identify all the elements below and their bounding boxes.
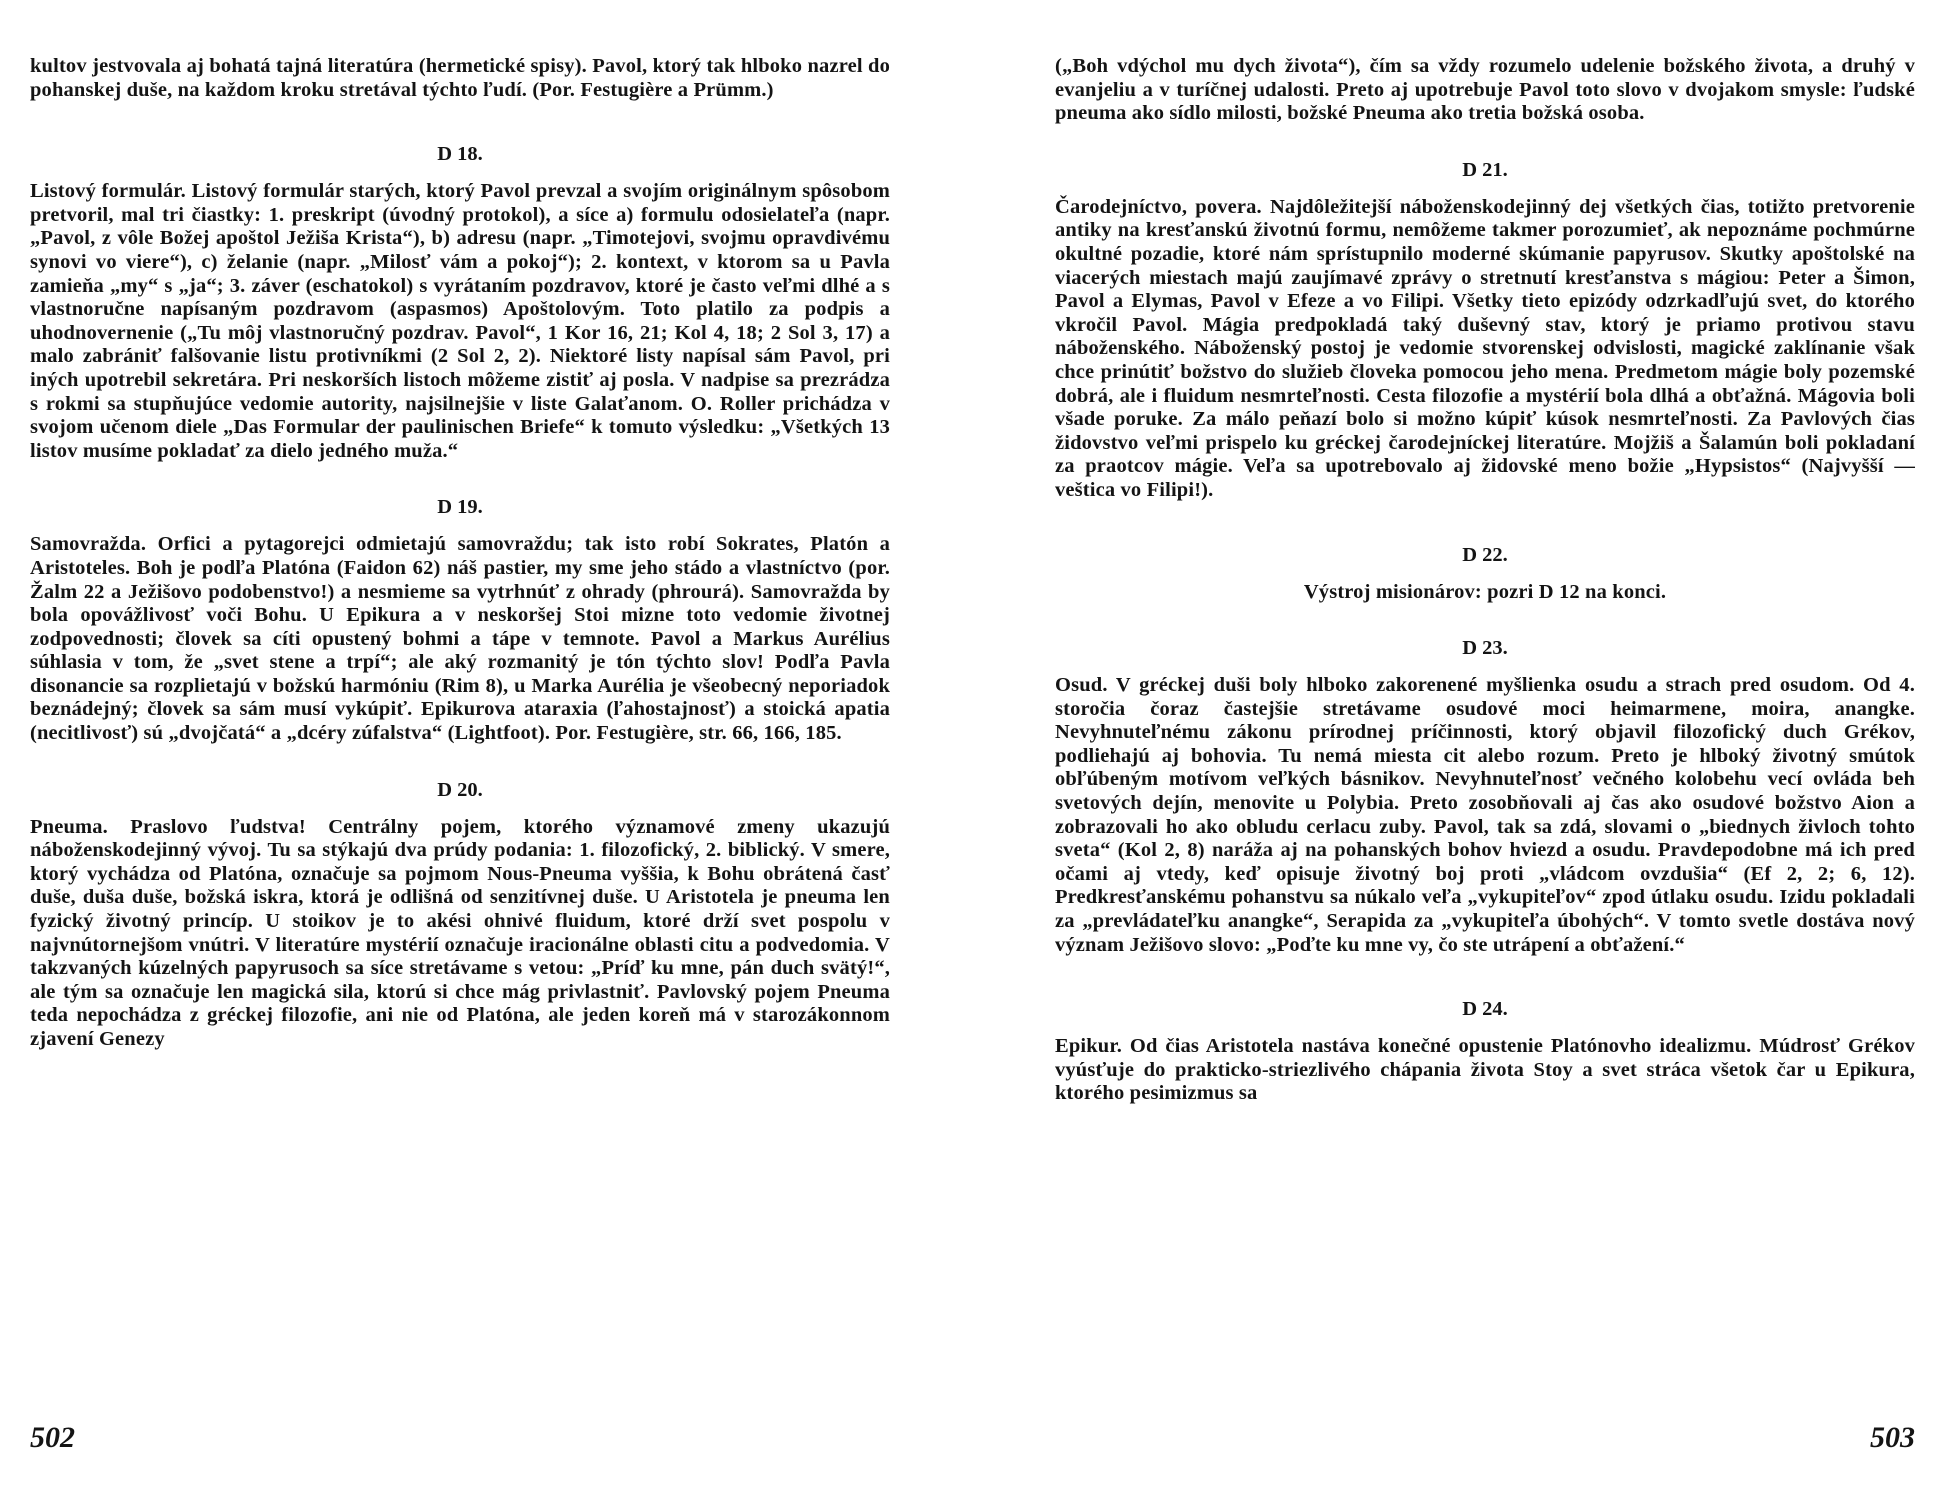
right-intro-paragraph: („Boh vdýchol mu dych života“), čím sa vždy rozumelo udelenie božského života, a druhý v evanjeliu a v turíčnej udalosti. Preto aj upotrebuje Pavol toto slovo v dvojakom smysle: ľudské pneuma ako sídlo milosti, božské Pneuma ako tretia božská osoba. [1055,55,1915,125]
section-heading-d24: D 24. [1462,998,1508,1021]
section-body-d21 [1055,196,1915,503]
section-text-d23: V gréckej duši boly hlboko zakorenené myšlienka osudu a strach pred osudom. Od 4. storočia čoraz častejšie stretávame osudové moci heimarmene, moira, anangke. Nevyhnuteľnému zákonu prírodnej príčinnosti, ktorý objavil filozofický duch Grékov, podliehajú aj bohovia. Tu nemá miesta cit alebo rozum. Preto je hlboký životný smútok obľúbeným motívom veľkých básnikov. Nevyhnuteľnosť večného kolobehu vecí ovláda beh svetových dejín, menovite u Polybia. Preto zosobňovali aj čas ako osudové božstvo Aion a zobrazovali ho ako obludu cerlacu zuby. Pavol, tak sa zdá, slovami o „biednych živloch tohto sveta“ (Kol 2, 8) naráža aj na pohanských bohov hviezd a osudu. Pravdepodobne má ich pred očami aj vtedy, keď opisuje životný boj proti „vládcom ovzdušia“ (Ef 2, 2; 6, 12). Predkresťanskému pohanstvu sa núkalo veľa „vykupiteľov“ zpod útlaku osudu. Izidu pokladali za „prevládateľku anangke“, Serapida za „vykupiteľa úbohých“. V tomto svetle dostáva nový význam Ježišovo slovo: „Poďte ku mne vy, čo ste utrápení a obťažení.“ [1055,674,1915,956]
section-lead-d23: Osud. [1055,674,1108,697]
section-text-d24: Od čias Aristotela nastáva konečné opustenie Platónovho idealizmu. Múdrosť Grékov vyúsťuje do prakticko-striezlivého chápania života Stoy a svet stráca všetok čar u Epikura, ktorého pesimizmus sa [1055,1035,1915,1105]
section-heading-d21: D 21. [1462,158,1508,181]
section-body-d18 [30,180,890,463]
section-text-d20: Praslovo ľudstva! Centrálny pojem, ktorého významové zmeny ukazujú náboženskodejinný vývoj. Tu sa stýkajú dva prúdy podania: 1. filozofický, 2. biblický. V smere, ktorý vychádza od Platóna, označuje sa pojmom Nous-Pneuma vyššia, k Bohu obrátená časť duše, duša duše, božská iskra, ktorá je odlišná od senzitívnej duše. U Aristotela je pneuma len fyzický životný princíp. U stoikov je to akési ohnivé fluidum, ktoré drží svet pospolu v najvnútornejšom vnútri. V literatúre mystérií označuje iracionálne oblasti citu a podvedomia. V takzvaných kúzelných papyrusoch sa síce stretávame s vetou: „Príď ku mne, pán duch svätý!“, ale tým sa označuje len magická sila, ktorú si chce mág privlastniť. Pavlovský pojem Pneuma teda nepochádza z gréckej filozofie, ani nie od Platóna, ale jeden koreň má v starozákonnom zjavení Genezy [30,815,890,1050]
section-heading-d23: D 23. [1462,637,1508,660]
section-body-d22 [1055,581,1915,605]
section-lead-d22: Výstroj misionárov: [1303,580,1482,603]
section-lead-d18: Listový formulár. [30,180,186,203]
left-intro-paragraph: kultov jestvovala aj bohatá tajná literatúra (hermetické spisy). Pavol, ktorý tak hlboko nazrel do pohanskej duše, na každom kroku stretával týchto ľudí. (Por. Festugière a Prümm.) [30,55,890,101]
section-lead-d20: Pneuma. [30,815,108,838]
section-body-d19 [30,533,890,745]
section-body-d20 [30,816,890,1052]
section-heading-d22: D 22. [1462,543,1508,566]
left-page [30,55,890,1455]
section-lead-d19: Samovražda. [30,533,147,556]
page-number-right: 503 [1870,1421,1915,1454]
section-text-d21: Najdôležitejší náboženskodejinný dej všetkých čias, totižto pretvorenie antiky na kresťanskú životnú formu, nemôžeme takmer porozumieť, ak nepoznáme pochmúrne okultné pozadie, ktoré nám sprístupnilo moderné skúmanie papyrusov. Skutky apoštolské na viacerých miestach majú zaujímavé zprávy o stretnutí kresťanstva s mágiou: Peter a Šimon, Pavol a Elymas, Pavol v Efeze a vo Filipi. Všetky tieto epizódy odzrkadľujú svet, do ktorého vkročil Pavol. Mágia predpokladá taký duševný stav, ktorý je priamo protivou stavu náboženského. Náboženský postoj je vedomie stvorenskej odvislosti, magické zaklínanie však chce prinútiť božstvo do služieb človeka pomocou jeho mena. Predmetom mágie boly pozemské dobrá, ale i fluidum nesmrteľnosti. Cesta filozofie a mystérií bola dlhá a obťažná. Mágovia boli všade poruke. Za málo peňazí bolo si možno kúpiť kúsok nesmrteľnosti. Za Pavlových čias židovstvo veľmi prispelo ku gréckej čarodejníckej literatúre. Mojžiš a Šalamún boli pokladaní za praotcov mágie. Veľa sa upotrebovalo aj židovské meno božie „Hypsistos“ (Najvyšší — veštica vo Filipi!). [1055,195,1915,501]
page-number-left: 502 [30,1421,75,1454]
section-heading-d19: D 19. [437,496,483,519]
section-lead-d24: Epikur. [1055,1035,1122,1058]
section-lead-d21: Čarodejníctvo, povera. [1055,195,1262,218]
section-body-d24 [1055,1035,1915,1106]
section-body-d23 [1055,674,1915,957]
section-heading-d20: D 20. [437,778,483,801]
section-text-d22: pozri D 12 na konci. [1481,580,1667,603]
right-page [1055,55,1915,1455]
section-heading-d18: D 18. [437,143,483,166]
section-text-d18: Listový formulár starých, ktorý Pavol prevzal a svojím originálnym spôsobom pretvoril, mal tri čiastky: 1. preskript (úvodný protokol), a síce a) formulu odosielateľa (napr. „Pavol, z vôle Božej apoštol Ježiša Krista“), b) adresu (napr. „Timotejovi, svojmu opravdivému synovi vo viere“), c) želanie (napr. „Milosť vám a pokoj“); 2. kontext, v ktorom sa u Pavla zamieňa „my“ s „ja“; 3. záver (eschatokol) s vyrátaním pozdravov, ktoré je často veľmi dlhé a s vlastnoručne napísaným pozdravom (aspasmos) Apoštolovým. Toto platilo za podpis a uhodnovernenie („Tu môj vlastnoručný pozdrav. Pavol“, 1 Kor 16, 21; Kol 4, 18; 2 Sol 3, 17) a malo zabrániť falšovanie listu protivníkmi (2 Sol 2, 2). Niektoré listy napísal sám Pavol, pri iných upotrebil sekretára. Pri neskorších listoch môžeme zistiť aj posla. V nadpise sa prezrádza s rokmi sa stupňujúce vedomie autority, najsilnejšie v liste Galaťanom. O. Roller prichádza v svojom učenom diele „Das Formular der paulinischen Briefe“ k tomuto výsledku: „Všetkých 13 listov musíme pokladať za dielo jedného muža.“ [30,180,890,462]
section-text-d19: Orfici a pytagorejci odmietajú samovraždu; tak isto robí Sokrates, Platón a Aristoteles. Boh je podľa Platóna (Faidon 62) náš pastier, my sme jeho stádo a vlastníctvo (por. Žalm 22 a Ježišovo podobenstvo!) a nesmieme sa vytrhnúť z ohrady (phrourá). Samovražda by bola opovážlivosť voči Bohu. U Epikura a v neskoršej Stoi mizne toto vedomie životnej zodpovednosti; človek sa cíti opustený bohmi a tápe v temnote. Pavol a Markus Aurélius súhlasia v tom, že „svet stene a trpí“; ale aký rozmanitý je tón týchto slov! Podľa Pavla disonancie sa rozplietajú v božskú harmóniu (Rim 8), u Marka Aurélia je všeobecný neporiadok beznádejný; človek sa sám musí vykúpiť. Epikurova ataraxia (ľahostajnosť) a stoická apatia (necitlivosť) sú „dvojčatá“ a „dcéry zúfalstva“ (Lightfoot). Por. Festugière, str. 66, 166, 185. [30,533,890,745]
